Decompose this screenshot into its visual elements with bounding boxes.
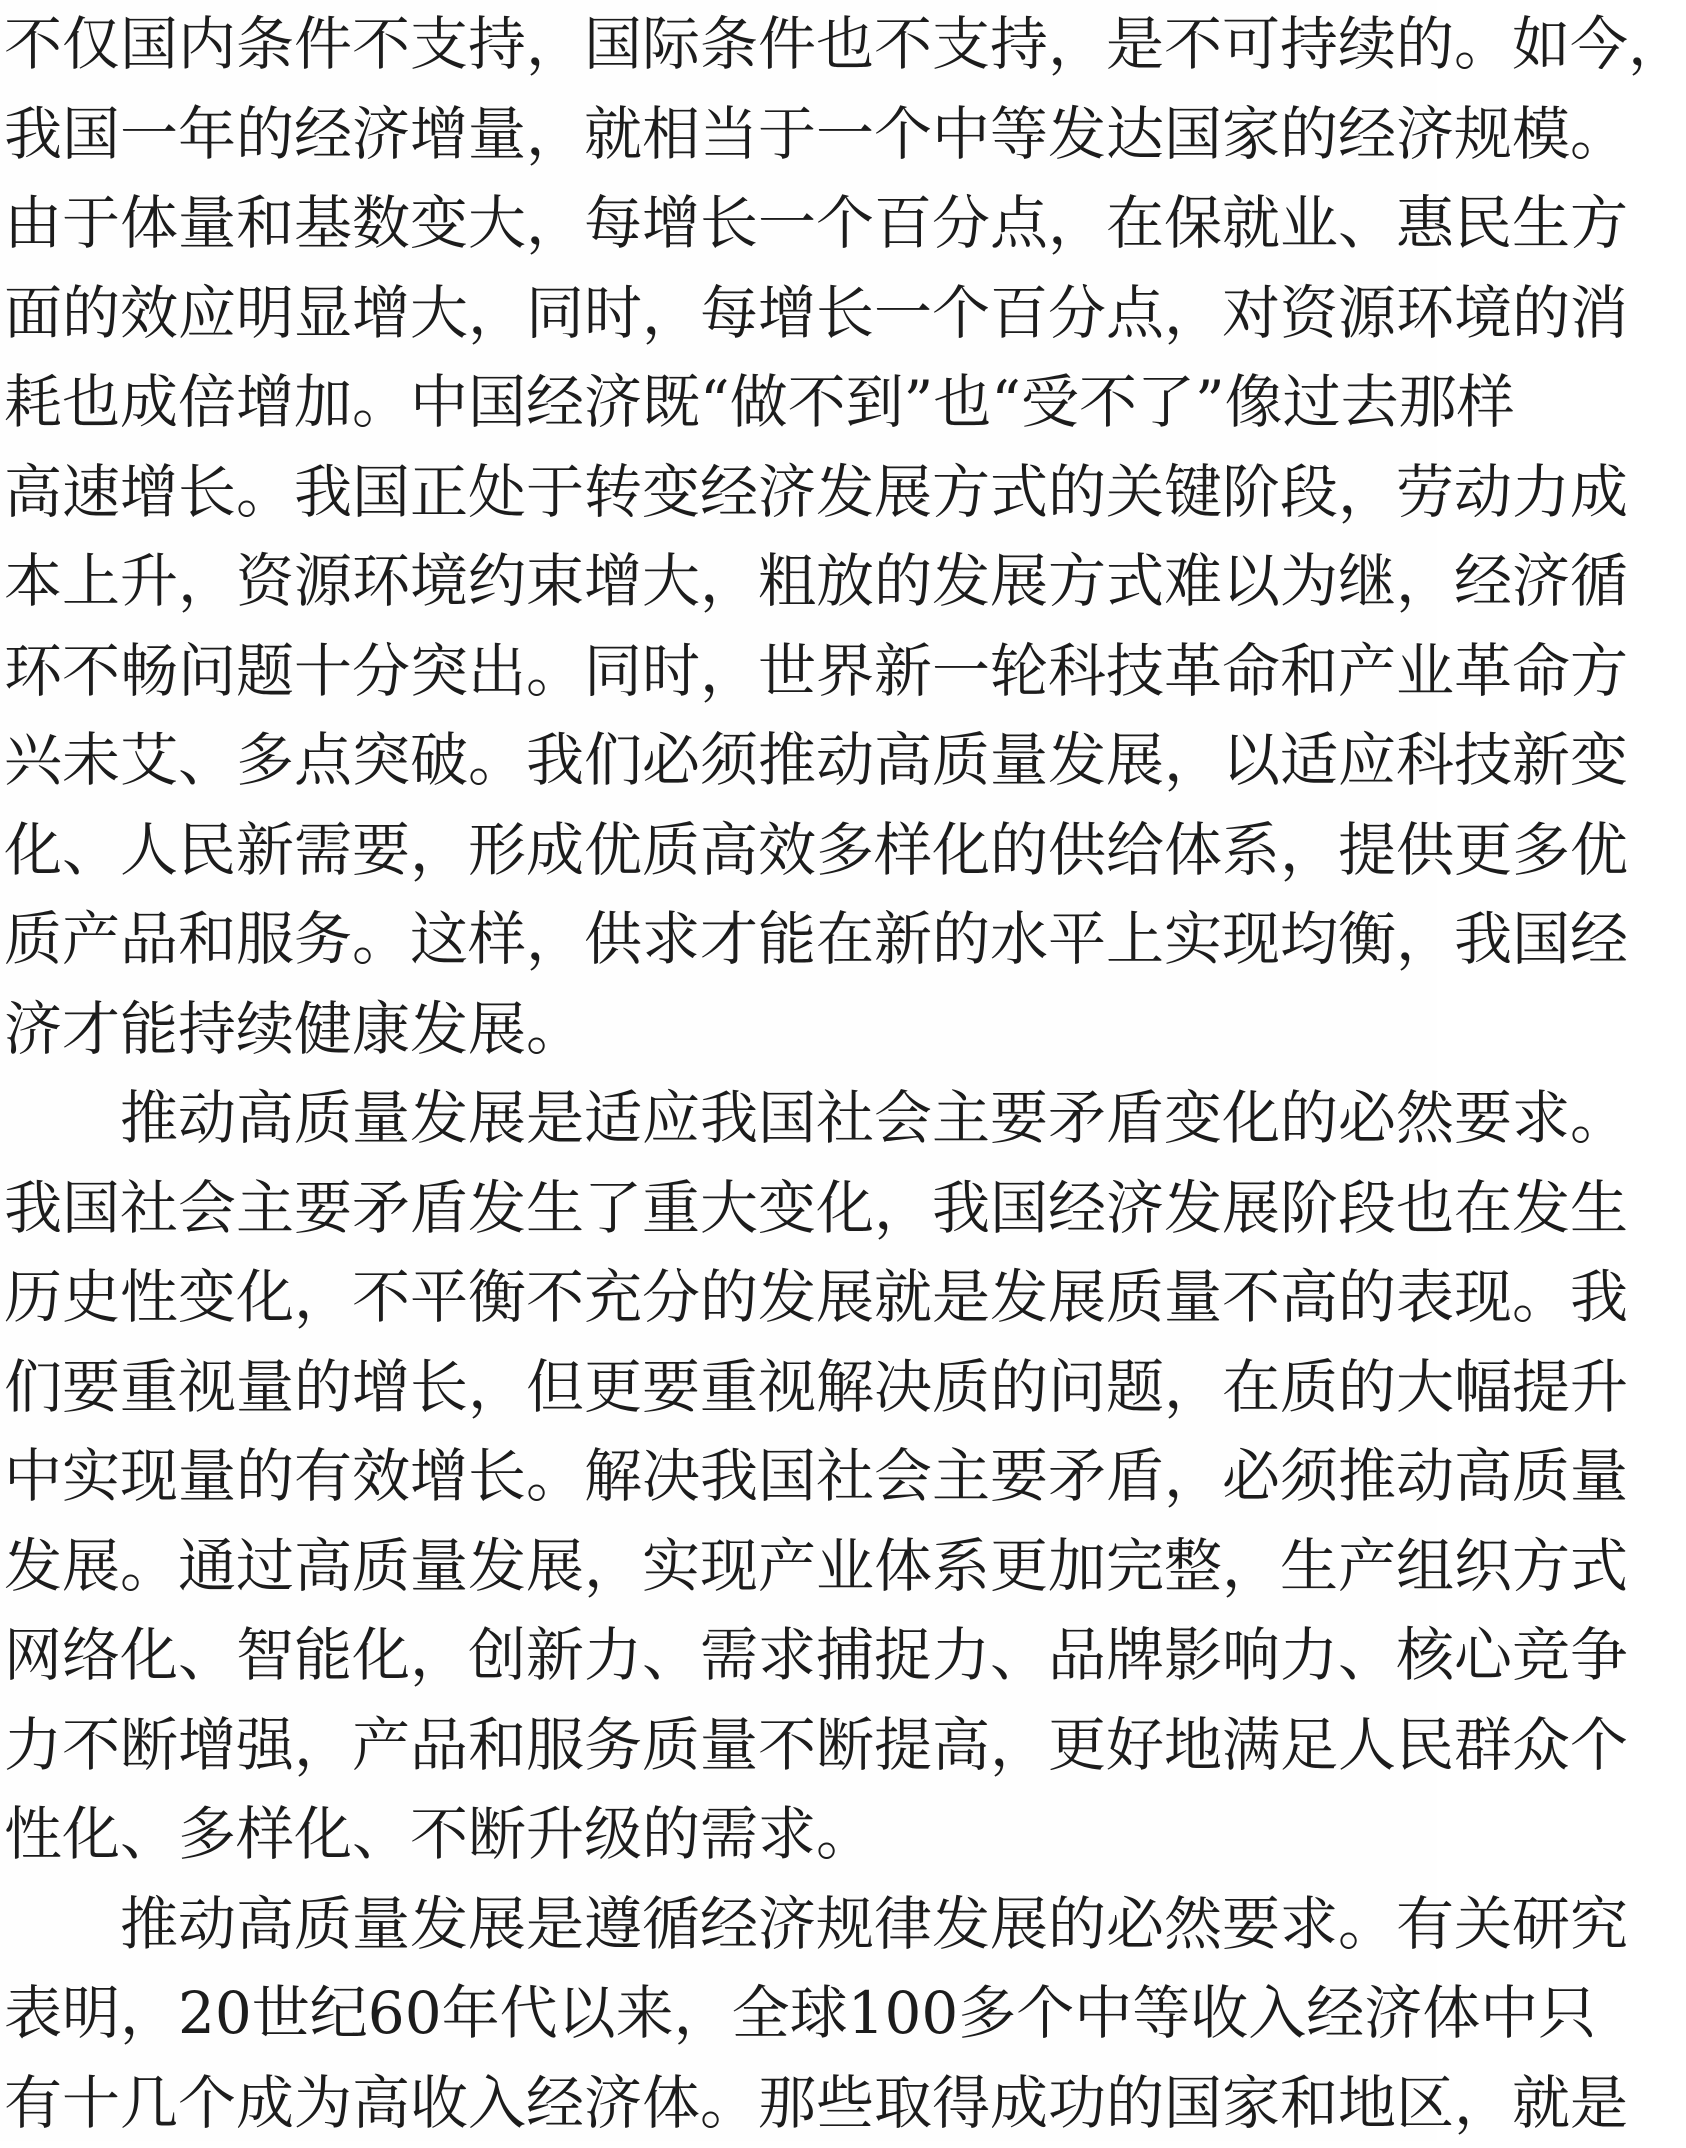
text-line: 质产品和服务。这样，供求才能在新的水平上实现均衡，我国经 — [4, 895, 1434, 985]
text-line: 耗也成倍增加。中国经济既“做不到”也“受不了”像过去那样 — [4, 358, 1434, 448]
text-line: 我国社会主要矛盾发生了重大变化，我国经济发展阶段也在发生 — [4, 1164, 1434, 1254]
text-line: 们要重视量的增长，但更要重视解决质的问题，在质的大幅提升 — [4, 1343, 1434, 1433]
text-line: 网络化、智能化，创新力、需求捕捉力、品牌影响力、核心竞争 — [4, 1611, 1434, 1701]
text-line: 面的效应明显增大，同时，每增长一个百分点，对资源环境的消 — [4, 269, 1434, 359]
text-line: 由于体量和基数变大，每增长一个百分点，在保就业、惠民生方 — [4, 179, 1434, 269]
text-line: 表明，20世纪60年代以来，全球100多个中等收入经济体中只 — [4, 1969, 1434, 2059]
text-line: 发展。通过高质量发展，实现产业体系更加完整，生产组织方式 — [4, 1522, 1434, 1612]
text-line: 有十几个成为高收入经济体。那些取得成功的国家和地区，就是 — [4, 2059, 1434, 2148]
text-line: 化、人民新需要，形成优质高效多样化的供给体系，提供更多优 — [4, 806, 1434, 896]
text-line: 推动高质量发展是遵循经济规律发展的必然要求。有关研究 — [4, 1880, 1434, 1970]
text-line: 不仅国内条件不支持，国际条件也不支持，是不可持续的。如今， — [4, 0, 1434, 90]
text-line: 推动高质量发展是适应我国社会主要矛盾变化的必然要求。 — [4, 1074, 1434, 1164]
text-line: 我国一年的经济增量，就相当于一个中等发达国家的经济规模。 — [4, 90, 1434, 180]
text-line: 力不断增强，产品和服务质量不断提高，更好地满足人民群众个 — [4, 1701, 1434, 1791]
text-line: 兴未艾、多点突破。我们必须推动高质量发展，以适应科技新变 — [4, 716, 1434, 806]
text-line: 历史性变化，不平衡不充分的发展就是发展质量不高的表现。我 — [4, 1253, 1434, 1343]
body-text — [4, 0, 1434, 2148]
text-line: 性化、多样化、不断升级的需求。 — [4, 1790, 1434, 1880]
text-line: 本上升，资源环境约束增大，粗放的发展方式难以为继，经济循 — [4, 537, 1434, 627]
text-line: 济才能持续健康发展。 — [4, 985, 1434, 1075]
text-line: 环不畅问题十分突出。同时，世界新一轮科技革命和产业革命方 — [4, 627, 1434, 717]
text-line: 中实现量的有效增长。解决我国社会主要矛盾，必须推动高质量 — [4, 1432, 1434, 1522]
text-line: 高速增长。我国正处于转变经济发展方式的关键阶段，劳动力成 — [4, 448, 1434, 538]
